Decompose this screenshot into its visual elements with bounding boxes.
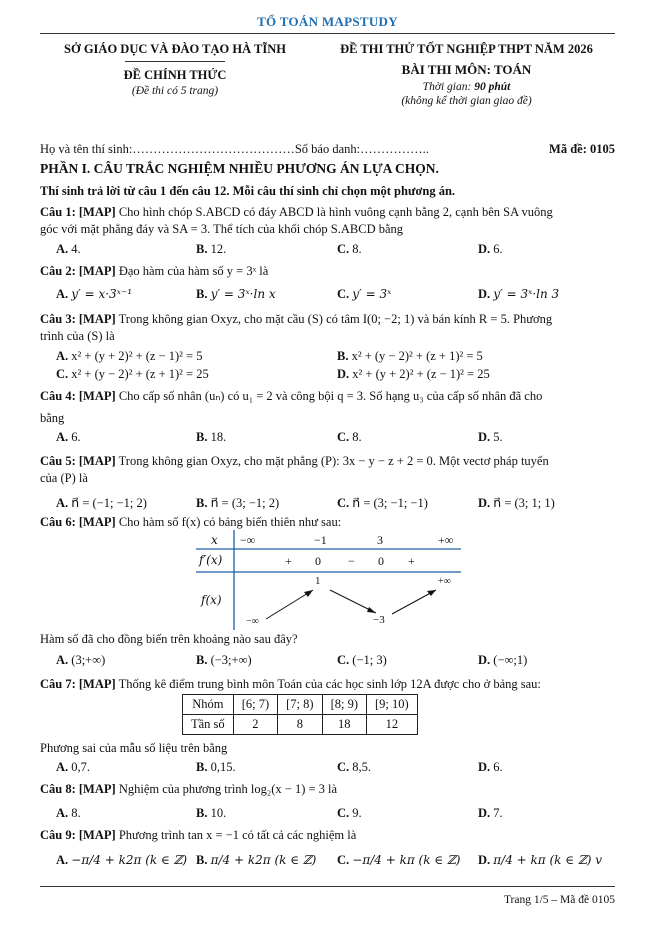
- q7-option-d[interactable]: D. 6.: [478, 760, 503, 774]
- question-1-cont: góc với mặt phẳng đáy và SA = 3. Thể tích của khối chóp S.ABCD bằng: [40, 222, 404, 236]
- table-cell: [9; 10): [367, 695, 418, 715]
- vt-f-2: −3: [373, 614, 385, 626]
- header-left: [40, 42, 310, 97]
- vt-f-label: f(x): [201, 593, 222, 607]
- vt-x-3: +∞: [438, 533, 454, 547]
- vt-x-label: x: [211, 533, 218, 547]
- subject-title: BÀI THI MÔN: TOÁN: [401, 62, 532, 77]
- time-limit: Thời gian: 90 phút: [422, 81, 511, 93]
- q8-option-a[interactable]: A. 8.: [56, 806, 81, 820]
- exam-code: Mã đề: 0105: [549, 142, 615, 156]
- question-5: Câu 5: [MAP] Trong không gian Oxyz, cho mặt phẳng (P): 3x − y − z + 2 = 0. Một vectơ pháp tuyến: [40, 454, 549, 468]
- top-rule: [40, 33, 615, 34]
- vt-sign-2: −: [348, 554, 355, 568]
- vt-sign-3: 0: [378, 554, 384, 568]
- question-2: Câu 2: [MAP] Đạo hàm của hàm số y = 3ˣ là: [40, 264, 269, 278]
- q7-option-b[interactable]: B. 0,15.: [196, 760, 236, 774]
- question-7-ask: Phương sai của mẫu số liệu trên bằng: [40, 741, 228, 755]
- page-count-note: (Đề thi có 5 trang): [131, 85, 219, 97]
- q9-option-d[interactable]: D. π/4 + kπ (k ∈ ℤ) v: [478, 853, 603, 867]
- q5-option-b[interactable]: B. n⃗ = (3; −1; 2): [196, 496, 280, 510]
- q4-option-a[interactable]: A. 6.: [56, 430, 81, 444]
- official-label: ĐỀ CHÍNH THỨC: [123, 68, 227, 82]
- vt-x-2: 3: [377, 533, 383, 547]
- vt-sign-1: 0: [315, 554, 321, 568]
- brand-title: TỔ TOÁN MAPSTUDY: [257, 14, 398, 29]
- q9-option-a[interactable]: A. −π/4 + k2π (k ∈ ℤ): [56, 853, 188, 867]
- table-cell: 2: [233, 715, 277, 735]
- vt-f-1: 1: [315, 575, 321, 587]
- q8-option-b[interactable]: B. 10.: [196, 806, 227, 820]
- q5-option-d[interactable]: D. n⃗ = (3; 1; 1): [478, 496, 555, 510]
- vt-f-0: −∞: [246, 616, 259, 627]
- vt-x-1: −1: [314, 533, 327, 547]
- question-8: Câu 8: [MAP] Nghiệm của phương trình log₂(x − 1) = 3 là: [40, 782, 338, 796]
- q4-option-d[interactable]: D. 5.: [478, 430, 503, 444]
- table-cell: 8: [278, 715, 322, 735]
- table-row: [183, 695, 418, 715]
- frequency-table: [182, 694, 418, 735]
- vt-fp-label: f′(x): [199, 553, 223, 567]
- time-note: (không kể thời gian giao đề): [401, 95, 532, 107]
- question-9: Câu 9: [MAP] Phương trình tan x = −1 có tất cả các nghiệm là: [40, 828, 357, 842]
- q9-option-b[interactable]: B. π/4 + k2π (k ∈ ℤ): [196, 853, 317, 867]
- q8-option-d[interactable]: D. 7.: [478, 806, 503, 820]
- variation-table: [196, 530, 461, 630]
- question-4: Câu 4: [MAP] Cho cấp số nhân (uₙ) có u₁ = 2 và công bội q = 3. Số hạng u₃ của cấp số nhân đã cho: [40, 389, 543, 403]
- part-instruction: Thí sinh trả lời từ câu 1 đến câu 12. Mỗi câu thí sinh chỉ chọn một phương án.: [40, 184, 456, 198]
- q6-option-b[interactable]: B. (−3;+∞): [196, 653, 252, 667]
- q7-option-a[interactable]: A. 0,7.: [56, 760, 91, 774]
- variation-table-lines: [196, 530, 461, 630]
- q3-option-d[interactable]: D. x² + (y + 2)² + (z − 1)² = 25: [337, 367, 490, 381]
- question-4-cont: bằng: [40, 411, 65, 425]
- q1-option-c[interactable]: C. 8.: [337, 242, 362, 256]
- table-cell: [6; 7): [233, 695, 277, 715]
- q2-option-d[interactable]: D. y′ = 3ˣ·ln 3: [478, 287, 560, 301]
- q8-option-c[interactable]: C. 9.: [337, 806, 362, 820]
- q1-option-d[interactable]: D. 6.: [478, 242, 503, 256]
- table-cell: Nhóm: [183, 695, 234, 715]
- header-right: [318, 42, 615, 107]
- q4-option-b[interactable]: B. 18.: [196, 430, 227, 444]
- table-cell: [8; 9): [322, 695, 366, 715]
- table-cell: [7; 8): [278, 695, 322, 715]
- question-6-ask: Hàm số đã cho đồng biến trên khoảng nào sau đây?: [40, 632, 298, 646]
- q9-option-c[interactable]: C. −π/4 + kπ (k ∈ ℤ): [337, 853, 461, 867]
- vt-sign-0: +: [285, 554, 292, 568]
- q3-option-c[interactable]: C. x² + (y − 2)² + (z + 1)² = 25: [56, 367, 209, 381]
- q7-option-c[interactable]: C. 8,5.: [337, 760, 372, 774]
- q3-option-a[interactable]: A. x² + (y + 2)² + (z − 1)² = 5: [56, 349, 203, 363]
- question-6: Câu 6: [MAP] Cho hàm số f(x) có bảng biến thiên như sau:: [40, 515, 342, 529]
- candidate-info: Họ và tên thí sinh:…………………………………Số báo danh:……………..: [40, 142, 429, 156]
- table-cell: Tần số: [183, 715, 234, 735]
- q2-option-b[interactable]: B. y′ = 3ˣ·ln x: [196, 287, 276, 301]
- q2-option-a[interactable]: A. y′ = x·3ˣ⁻¹: [56, 287, 133, 301]
- vt-sign-4: +: [408, 554, 415, 568]
- q1-option-a[interactable]: A. 4.: [56, 242, 81, 256]
- q3-option-b[interactable]: B. x² + (y − 2)² + (z + 1)² = 5: [337, 349, 483, 363]
- table-row: [183, 715, 418, 735]
- footer-rule: [40, 886, 615, 887]
- question-1: Câu 1: [MAP] Cho hình chóp S.ABCD có đáy ABCD là hình vuông cạnh bằng 2, cạnh bên SA vuông: [40, 205, 553, 219]
- candidate-line: [40, 141, 615, 157]
- vt-f-3: +∞: [438, 576, 451, 587]
- q5-option-a[interactable]: A. n⃗ = (−1; −1; 2): [56, 496, 147, 510]
- page-footer: Trang 1/5 – Mã đề 0105: [503, 894, 615, 906]
- q1-option-b[interactable]: B. 12.: [196, 242, 227, 256]
- part-title: PHẦN I. CÂU TRẮC NGHIỆM NHIỀU PHƯƠNG ÁN LỰA CHỌN.: [40, 161, 439, 176]
- q6-option-d[interactable]: D. (−∞;1): [478, 653, 528, 667]
- q2-option-c[interactable]: C. y′ = 3ˣ: [337, 287, 392, 301]
- question-7: Câu 7: [MAP] Thống kê điểm trung bình môn Toán của các học sinh lớp 12A được cho ở bảng sau:: [40, 677, 541, 691]
- vt-x-0: −∞: [240, 533, 256, 547]
- table-cell: 12: [367, 715, 418, 735]
- q5-option-c[interactable]: C. n⃗ = (3; −1; −1): [337, 496, 428, 510]
- exam-title: ĐỀ THI THỬ TỐT NGHIỆP THPT NĂM 2026: [340, 42, 593, 56]
- question-3: Câu 3: [MAP] Trong không gian Oxyz, cho mặt cầu (S) có tâm I(0; −2; 1) và bán kính R = 5. Phương: [40, 312, 553, 326]
- q6-option-c[interactable]: C. (−1; 3): [337, 653, 387, 667]
- question-3-cont: trình của (S) là: [40, 329, 115, 343]
- q4-option-c[interactable]: C. 8.: [337, 430, 362, 444]
- question-5-cont: của (P) là: [40, 471, 88, 485]
- table-cell: 18: [322, 715, 366, 735]
- department-underline: [125, 61, 225, 62]
- q6-option-a[interactable]: A. (3;+∞): [56, 653, 106, 667]
- department-name: SỞ GIÁO DỤC VÀ ĐÀO TẠO HÀ TĨNH: [64, 42, 286, 56]
